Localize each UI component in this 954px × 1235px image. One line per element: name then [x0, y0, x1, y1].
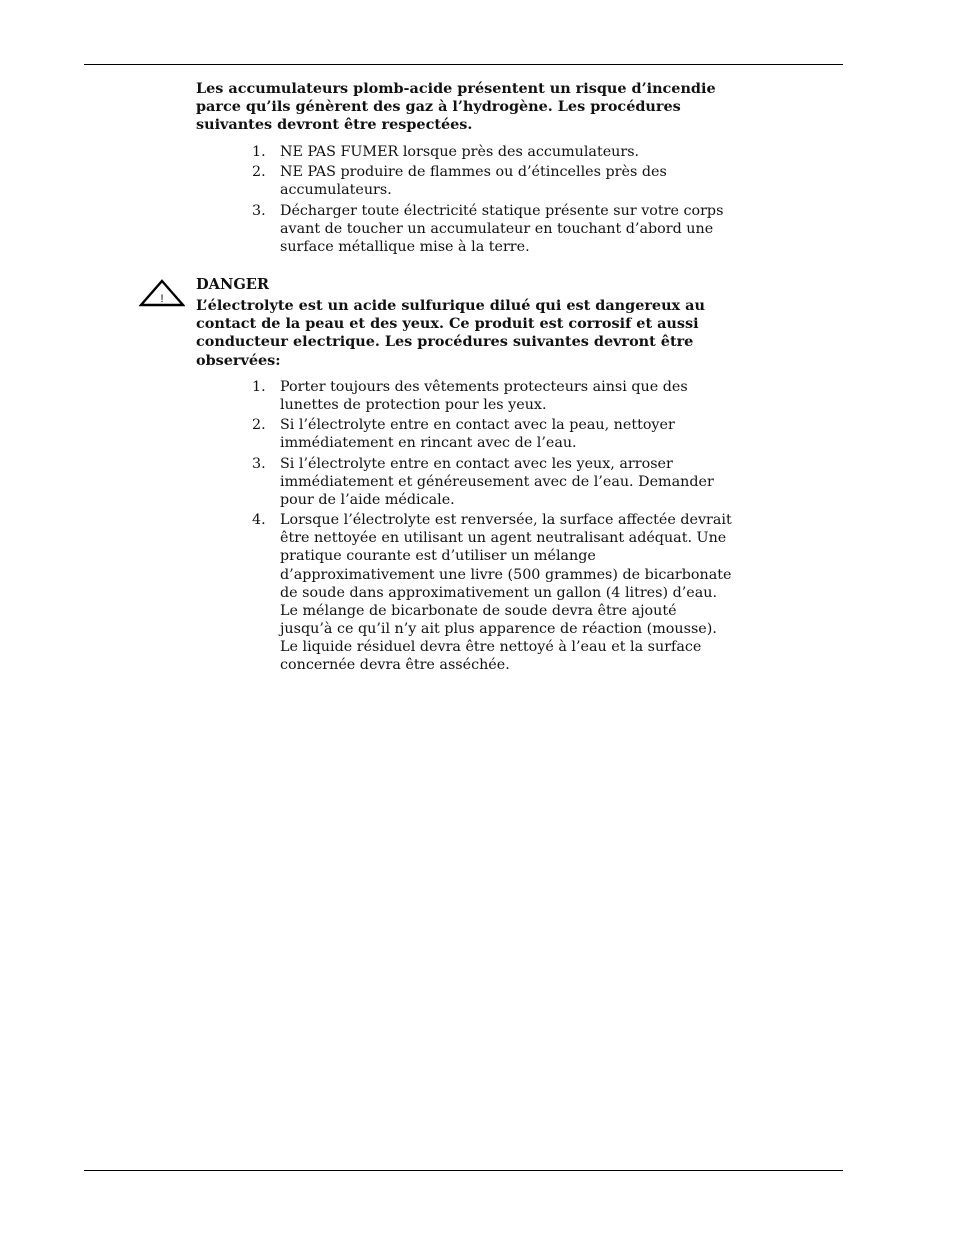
electrolyte-procedure-list: [252, 378, 732, 676]
list-item: [252, 143, 732, 161]
list-item-number: 3.: [252, 455, 266, 472]
header-rule: [84, 64, 843, 65]
list-item-text: Si l’électrolyte entre en contact avec la peau, nettoyer immédiatement en rincant avec de l’eau.: [280, 417, 675, 452]
intro-paragraph: Les accumulateurs plomb-acide présentent un risque d’incendie parce qu’ils génèrent des gaz à l’hydrogène. Les procédures suivantes devront être respectées.: [196, 80, 716, 134]
list-item-number: 3.: [252, 202, 266, 219]
warning-triangle-icon: [139, 279, 185, 307]
list-item: [252, 416, 732, 452]
danger-paragraph: L’électrolyte est un acide sulfurique dilué qui est dangereux au contact de la peau et des yeux. Ce produit est corrosif et aussi conducteur electrique. Les procédures suivantes devront être observées:: [196, 297, 705, 369]
list-item: [252, 378, 732, 414]
list-item-text: NE PAS produire de flammes ou d’étincelles près des accumulateurs.: [280, 164, 667, 199]
list-item-text: Lorsque l’électrolyte est renversée, la surface affectée devrait être nettoyée en utilisant un agent neutralisant adéquat. Une pratique courante est d’utiliser un mélange d’approximativement une livre (500 grammes) de bicarbonate de soude dans approximativement un gallon (4 litres) d’eau. Le mélange de bicarbonate de soude devra être ajouté jusqu’à ce qu’il n’y ait plus apparence de réaction (mousse). Le liquide résiduel devra être nettoyé à l’eau et la surface concernée devra être asséchée.: [280, 512, 732, 673]
list-item-text: Si l’électrolyte entre en contact avec les yeux, arroser immédiatement et généreusement avec de l’eau. Demander pour de l’aide médicale.: [280, 455, 714, 508]
list-item: [252, 511, 732, 674]
list-item-number: 2.: [252, 417, 266, 434]
list-item: [252, 202, 732, 256]
svg-text:!: !: [160, 293, 164, 305]
list-item: [252, 455, 732, 509]
footer-rule: [84, 1170, 843, 1171]
list-item-text: Porter toujours des vêtements protecteurs ainsi que des lunettes de protection pour les yeux.: [280, 379, 688, 414]
safety-list: [252, 143, 732, 258]
list-item-number: 1.: [252, 144, 266, 160]
list-item-number: 4.: [252, 512, 266, 529]
list-item-number: 1.: [252, 379, 266, 395]
list-item-number: 2.: [252, 164, 266, 181]
list-item-text: NE PAS FUMER lorsque près des accumulateurs.: [280, 144, 640, 160]
list-item: [252, 163, 732, 199]
list-item-text: Décharger toute électricité statique présente sur votre corps avant de toucher un accumulateur en touchant d’abord une surface métallique mise à la terre.: [280, 202, 724, 255]
danger-heading: DANGER: [196, 276, 270, 293]
